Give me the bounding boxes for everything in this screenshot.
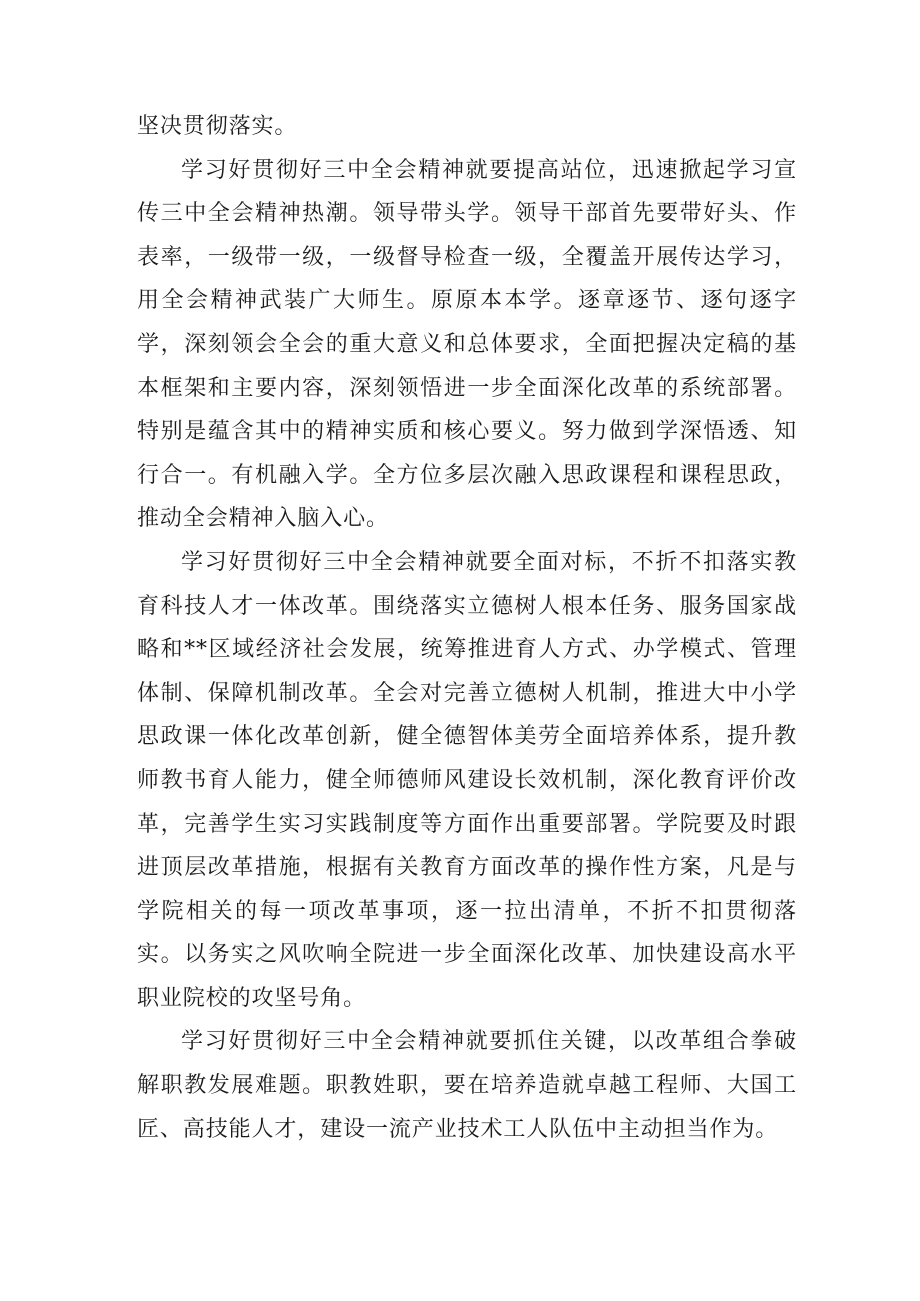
document-body: [137, 105, 797, 1151]
paragraph-grasp-key: 学习好贯彻好三中全会精神就要抓住关键，以改革组合拳破解职教发展难题。职教姓职，要在培养造就卓越工程师、大国工匠、高技能人才，建设一流产业技术工人队伍中主动担当作为。: [137, 1029, 797, 1142]
paragraph-full-benchmarking: 学习好贯彻好三中全会精神就要全面对标，不折不扣落实教育科技人才一体改革。围绕落实立德树人根本任务、服务国家战略和**区域经济社会发展，统筹推进育人方式、办学模式、管理体制、保障机制改革。全会对完善立德树人机制，推进大中小学思政课一体化改革创新，健全德智体美劳全面培养体系，提升教师教书育人能力，健全师德师风建设长效机制，深化教育评价改革，完善学生实习实践制度等方面作出重要部署。学院要及时跟进顶层改革措施，根据有关教育方面改革的操作性方案，凡是与学院相关的每一项改革事项，逐一拉出清单，不折不扣贯彻落实。以务实之风吹响全院进一步全面深化改革、加快建设高水平职业院校的攻坚号角。: [137, 549, 797, 1011]
paragraph-continuation: 坚决贯彻落实。: [137, 114, 298, 139]
paragraph-raise-standing: 学习好贯彻好三中全会精神就要提高站位，迅速掀起学习宣传三中全会精神热潮。领导带头学。领导干部首先要带好头、作表率，一级带一级，一级督导检查一级，全覆盖开展传达学习，用全会精神武装广大师生。原原本本学。逐章逐节、逐句逐字学，深刻领会全会的重大意义和总体要求，全面把握决定稿的基本框架和主要内容，深刻领悟进一步全面深化改革的系统部署。特别是蕴含其中的精神实质和核心要义。努力做到学深悟透、知行合一。有机融入学。全方位多层次融入思政课程和课程思政，推动全会精神入脑入心。: [137, 157, 797, 532]
